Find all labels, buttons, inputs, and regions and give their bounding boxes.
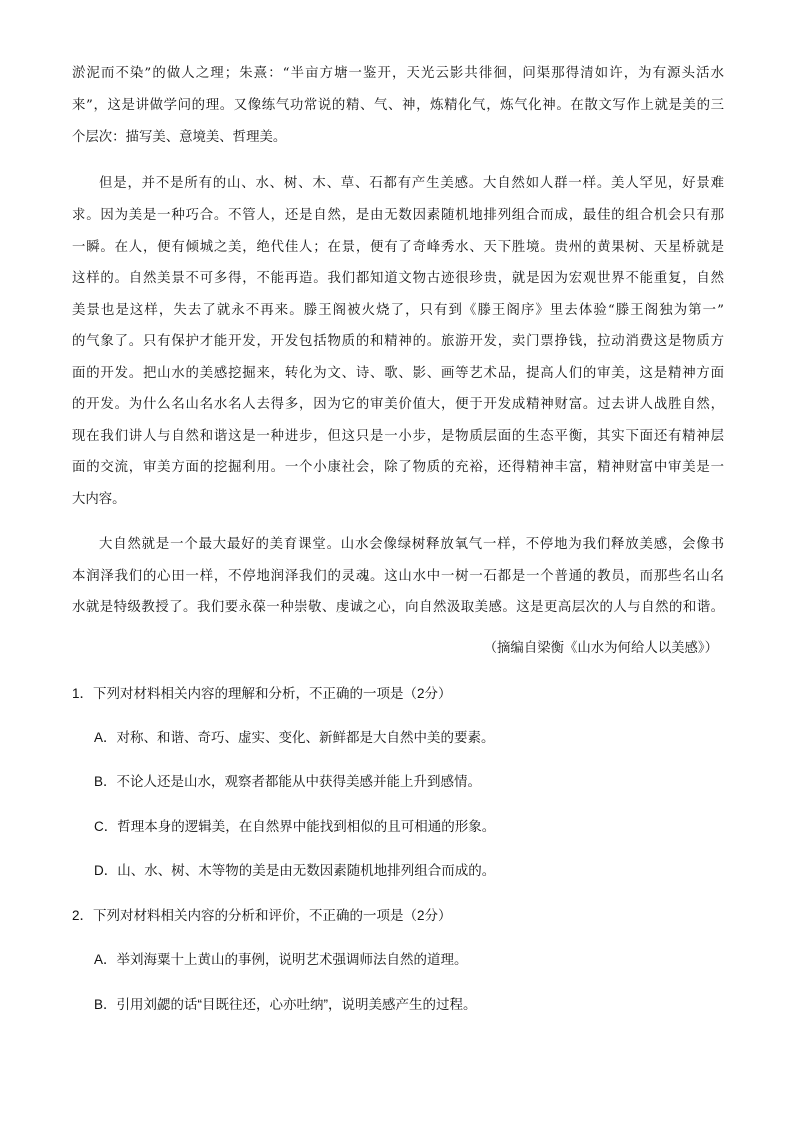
para2-line-10: 面的交流，审美方面的挖掘利用。一个小康社会，除了物质的充裕，还得精神丰富，精神财富中审美是一 [72,460,724,475]
para2-line-2: 求。因为美是一种巧合。不管人，还是自然，是由无数因素随机地排列组合而成，最佳的组合机会只有那 [72,208,724,223]
para2-line-6: 的气象了。只有保护才能开发，开发包括物质的和精神的。旅游开发，卖门票挣钱，拉动消费这是物质方 [72,334,724,349]
question-1-stem: 1．下列对材料相关内容的理解和分析，不正确的一项是（2分） [72,686,452,701]
question-1-option-c: C．哲理本身的逻辑美，在自然界中能找到相似的且可相通的形象。 [94,819,496,834]
question-1-option-a: A．对称、和谐、奇巧、虚实、变化、新鲜都是大自然中美的要素。 [94,730,495,745]
para2-line-9: 现在我们讲人与自然和谐这是一种进步，但这只是一小步，是物质层面的生态平衡，其实下面还有精神层 [72,429,724,444]
source-attribution: （摘编自梁衡《山水为何给人以美感》） [483,641,718,656]
para2-line-7: 面的开发。把山水的美感挖掘来，转化为文、诗、歌、影、画等艺术品，提高人们的审美，这是精神方面 [72,366,724,381]
para2-line-8: 的开发。为什么名山名水名人去得多，因为它的审美价值大，便于开发成精神财富。过去讲人战胜自然， [72,397,724,412]
para1-line-3: 个层次：描写美、意境美、哲理美。 [72,130,287,145]
para3-line-3: 水就是特级教授了。我们要永葆一种崇敬、虔诚之心，向自然汲取美感。这是更高层次的人与自然的和谐。 [72,600,724,615]
para1-line-2: 来”，这是讲做学问的理。又像练气功常说的精、气、神，炼精化气，炼气化神。在散文写作上就是美的三 [72,98,724,113]
para2-line-11: 大内容。 [72,492,126,507]
para2-line-5: 美景也是这样，失去了就永不再来。滕王阁被火烧了，只有到《滕王阁序》里去体验“滕王阁独为第一” [72,303,724,318]
question-2-option-b: B．引用刘勰的话“目既往还，心亦吐纳”，说明美感产生的过程。 [94,997,477,1012]
para3-line-2: 本润泽我们的心田一样，不停地润泽我们的灵魂。这山水中一树一石都是一个普通的教员，而那些名山名 [72,569,724,584]
para3-line-1: 大自然就是一个最大最好的美育课堂。山水会像绿树释放氧气一样，不停地为我们释放美感，会像书 [99,537,724,552]
question-2-stem: 2．下列对材料相关内容的分析和评价，不正确的一项是（2分） [72,908,452,923]
para1-line-1: 淤泥而不染”的做人之理；朱熹：“半亩方塘一鉴开，天光云影共徘徊，问渠那得清如许，为有源头活水 [72,66,724,81]
para2-line-3: 一瞬。在人，便有倾城之美，绝代佳人；在景，便有了奇峰秀水、天下胜境。贵州的黄果树、天星桥就是 [72,240,724,255]
para2-line-4: 这样的。自然美景不可多得，不能再造。我们都知道文物古迹很珍贵，就是因为宏观世界不能重复，自然 [72,271,724,286]
question-2-option-a: A．举刘海粟十上黄山的事例，说明艺术强调师法自然的道理。 [94,952,468,967]
question-1-option-d: D．山、水、树、木等物的美是由无数因素随机地排列组合而成的。 [94,863,496,878]
para2-line-1: 但是，并不是所有的山、水、树、木、草、石都有产生美感。大自然如人群一样。美人罕见，好景难 [99,176,724,191]
question-1-option-b: B．不论人还是山水，观察者都能从中获得美感并能上升到感情。 [94,774,482,789]
